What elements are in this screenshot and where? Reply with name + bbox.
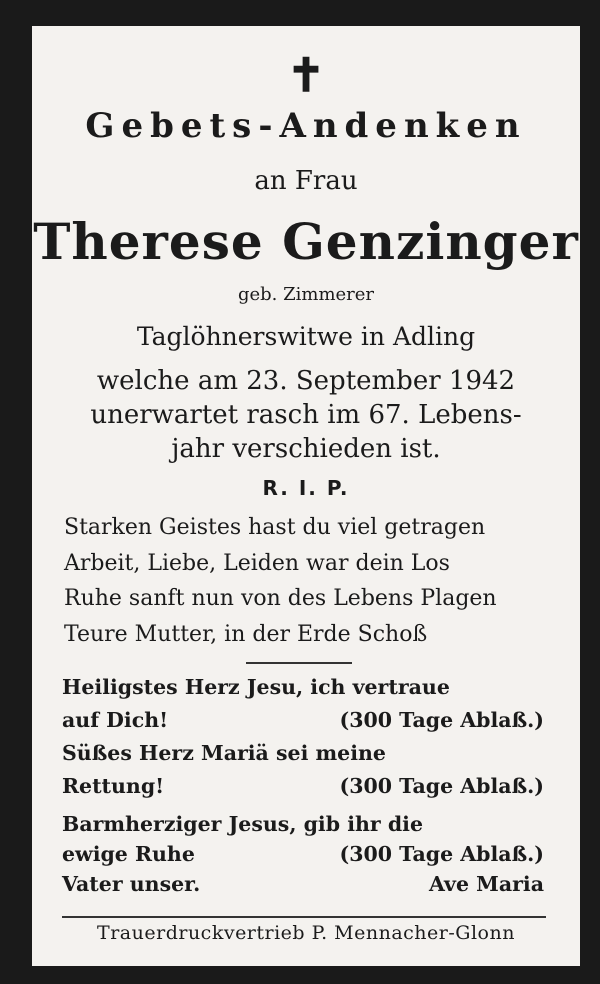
prayer-text: ewige Ruhe [62, 842, 195, 866]
prayer-text: auf Dich! [62, 708, 169, 732]
death-line: welche am 23. September 1942 [96, 366, 516, 396]
prayer-text: Süßes Herz Mariä sei meine [62, 741, 386, 765]
footer-divider [62, 916, 546, 918]
rip-text: R. I. P. [262, 476, 350, 500]
death-notice [32, 364, 580, 466]
prayer-line [62, 869, 544, 899]
indulgence-note: (300 Tage Ablaß.) [339, 842, 544, 866]
prayer-line [62, 704, 544, 737]
poem-line: Ruhe sanft nun von des Lebens Plagen [64, 586, 497, 611]
poem-line: Teure Mutter, in der Erde Schoß [64, 621, 428, 647]
death-line: jahr verschieden ist. [171, 434, 441, 464]
card-title: Gebets-Andenken [85, 106, 527, 146]
poem [64, 510, 554, 652]
death-line: unerwartet rasch im 67. Lebens- [90, 400, 522, 430]
printer-credit: Trauerdruckvertrieb P. Mennacher-Glonn [97, 922, 515, 944]
poem-line: Arbeit, Liebe, Leiden war dein Los [64, 550, 450, 576]
indulgence-note: (300 Tage Ablaß.) [339, 708, 544, 732]
prayer-block [62, 671, 544, 803]
prayer-text: Barmherziger Jesus, gib ihr die [62, 812, 423, 836]
prayer-line [62, 671, 544, 704]
prayer-block [62, 809, 544, 899]
occupation: Taglöhnerswitwe in Adling [136, 322, 476, 351]
prayer-line [62, 809, 544, 839]
prayer-line [62, 737, 544, 770]
prayer-text: Heiligstes Herz Jesu, ich vertraue [62, 675, 450, 699]
maiden-name: geb. Zimmerer [237, 284, 375, 305]
closing-prayer: Ave Maria [428, 872, 544, 896]
divider [246, 662, 352, 664]
indulgence-note: (300 Tage Ablaß.) [339, 774, 544, 798]
poem-line: Starken Geistes hast du viel getragen [64, 515, 486, 540]
prayer-line [62, 839, 544, 869]
prayer-text: Vater unser. [62, 872, 201, 896]
deceased-name: Therese Genzinger [33, 212, 579, 271]
memorial-card [32, 26, 580, 966]
intro-text: an Frau [254, 166, 358, 196]
prayer-line [62, 770, 544, 803]
cross-icon: ✝ [286, 48, 326, 102]
prayer-text: Rettung! [62, 774, 165, 798]
